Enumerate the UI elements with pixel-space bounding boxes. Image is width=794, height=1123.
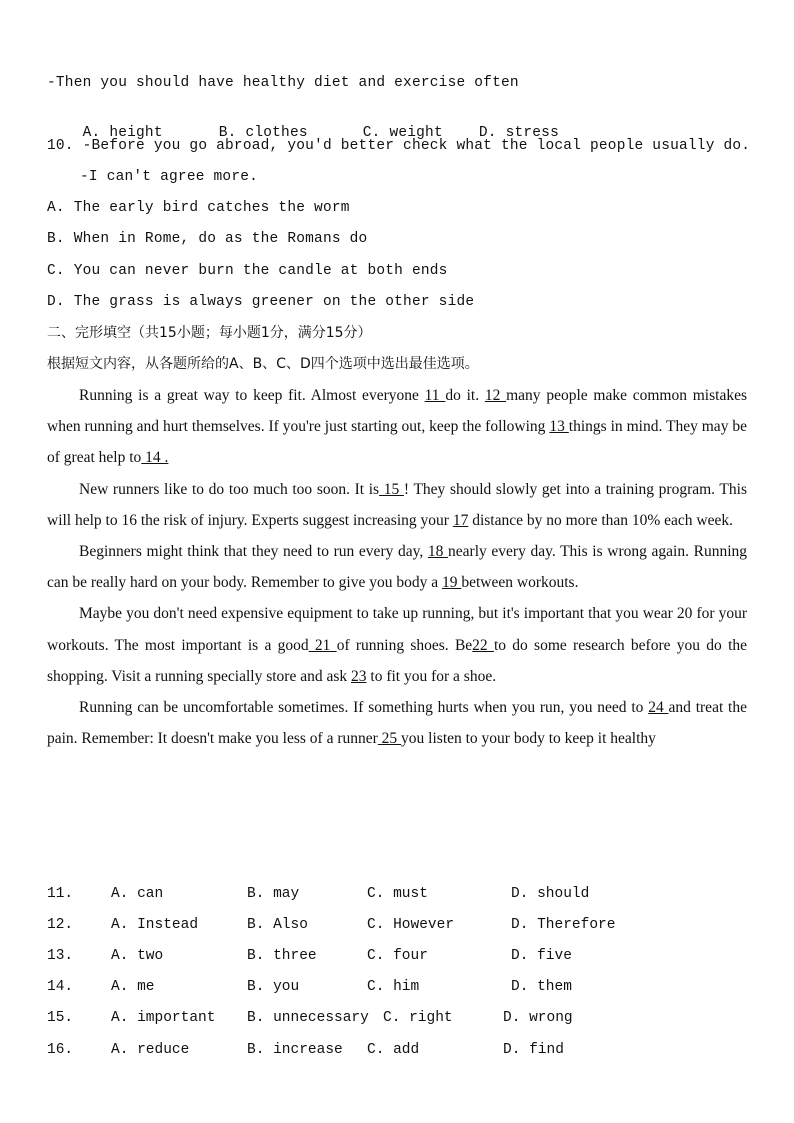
exam-page: -Then you should have healthy diet and exercise often A. height B. clothes C. weight D. stress 10. -Before you go abroad, you'd better check what the local people usually do. -I can't agree more. A. The early bird catches the worm B. When in Rome, do as the Romans do C. You can never burn the candle at both ends D. The grass is always greener on the other side 二、完形填空（共15小题；每小题1分，满分15分） 根据短文内容，从各题所给的A、B、C、D四个选项中选出最佳选项。 Running is a great way to keep fit. Almost everyone 11 do it. 12 many people make common mistakes when running and hurt themselves. If you're just starting out, keep the following 13 things in mind. They may be of great help to 14 . New runners like to do too much too soon. It is 15 ! They should slowly get into a training program. This will help to 16 the risk of injury. Experts suggest increasing your 17 distance by no more than 10% each week. Beginners might think that they need to run every day, 18 nearly every day. This is wrong again. Running can be really hard on your body. Remember to give you body a 19 between workouts. Maybe you don't need expensive equipment to take up running, but it's important that you wear 20 for your workouts. The most important is a good 21 of running shoes. Be22 to do some research before you do the shopping. Visit a running specially store and ask 23 to fit you for a shoe. Running can be uncomfortable sometimes. If something hurts when you run, you need to 24 and treat the pain. Remember: It doesn't make you less of a runner 25 you listen to your body to keep it healthy 11. A. can B. may C. must D. should 12. A. Instead B. Also C. However D. Therefore 13. A. two B. three C. four D. five 14. A. me B. you C. him D. them 15. A. important B. unnecessary C. right D. wrong 16. A. reduce B. increase C. add D. find bbox=[47, 75, 751, 1058]
q10-option-a: A. The early bird catches the worm bbox=[47, 200, 350, 216]
cloze-passage bbox=[47, 380, 747, 754]
q9-option-d: D. stress bbox=[478, 125, 559, 141]
blank-11: 11 bbox=[424, 387, 446, 404]
blank-15: 15 bbox=[379, 480, 404, 498]
q9-option-a: A. height bbox=[82, 125, 163, 141]
blank-17: 17 bbox=[452, 511, 469, 529]
blank-24: 24 bbox=[648, 699, 669, 717]
q9-option-b: B. clothes bbox=[218, 125, 308, 141]
passage-paragraph-1: Running is a great way to keep fit. Almost everyone 11 do it. 12 many people make common mistakes when running and hurt themselves. If you're just starting out, keep the following 13 things in mind. They may be of great help to 14 . bbox=[47, 387, 747, 467]
passage-paragraph-5: Running can be uncomfortable sometimes. If something hurts when you run, you need to 24 and treat the pain. Remember: It doesn't make you less of a runner 25 you listen to your body to keep it healthy bbox=[47, 699, 747, 748]
q10-question: 10. -Before you go abroad, you'd better check what the local people usually do. bbox=[47, 138, 751, 154]
q9-option-c: C. weight bbox=[362, 125, 443, 141]
passage-paragraph-4: Maybe you don't need expensive equipment to take up running, but it's important that you wear 20 for your workouts. The most important is a good 21 of running shoes. Be22 to do some research before you do the shopping. Visit a running specially store and ask 23 to fit you for a shoe. bbox=[47, 605, 748, 685]
passage-paragraph-3: Beginners might think that they need to run every day, 18 nearly every day. This is wrong again. Running can be really hard on your body. Remember to give you body a 19 between workouts. bbox=[47, 543, 748, 592]
blank-21: 21 bbox=[308, 636, 337, 654]
blank-22: 22 bbox=[472, 636, 494, 654]
blank-13: 13 bbox=[549, 418, 569, 436]
q10-option-b: B. When in Rome, do as the Romans do bbox=[47, 231, 368, 247]
blank-18: 18 bbox=[427, 543, 449, 561]
section-title: 二、完形填空（共15小题；每小题1分，满分15分） bbox=[47, 325, 372, 341]
q10-option-c: C. You can never burn the candle at both ends bbox=[47, 263, 448, 279]
q10-option-d: D. The grass is always greener on the other side bbox=[47, 294, 475, 310]
blank-19: 19 bbox=[442, 574, 462, 592]
blank-25: 25 bbox=[377, 730, 402, 748]
section-instruction: 根据短文内容，从各题所给的A、B、C、D四个选项中选出最佳选项。 bbox=[47, 356, 479, 372]
blank-23: 23 bbox=[351, 667, 367, 685]
passage-paragraph-2: New runners like to do too much too soon. It is 15 ! They should slowly get into a training program. This will help to 16 the risk of injury. Experts suggest increasing your 17 distance by no more than 10% each week. bbox=[47, 480, 747, 529]
q10-reply: -I can't agree more. bbox=[80, 169, 259, 185]
q9-line: -Then you should have healthy diet and exercise often bbox=[47, 75, 519, 91]
blank-14: 14 . bbox=[141, 449, 169, 467]
blank-12: 12 bbox=[484, 387, 507, 404]
